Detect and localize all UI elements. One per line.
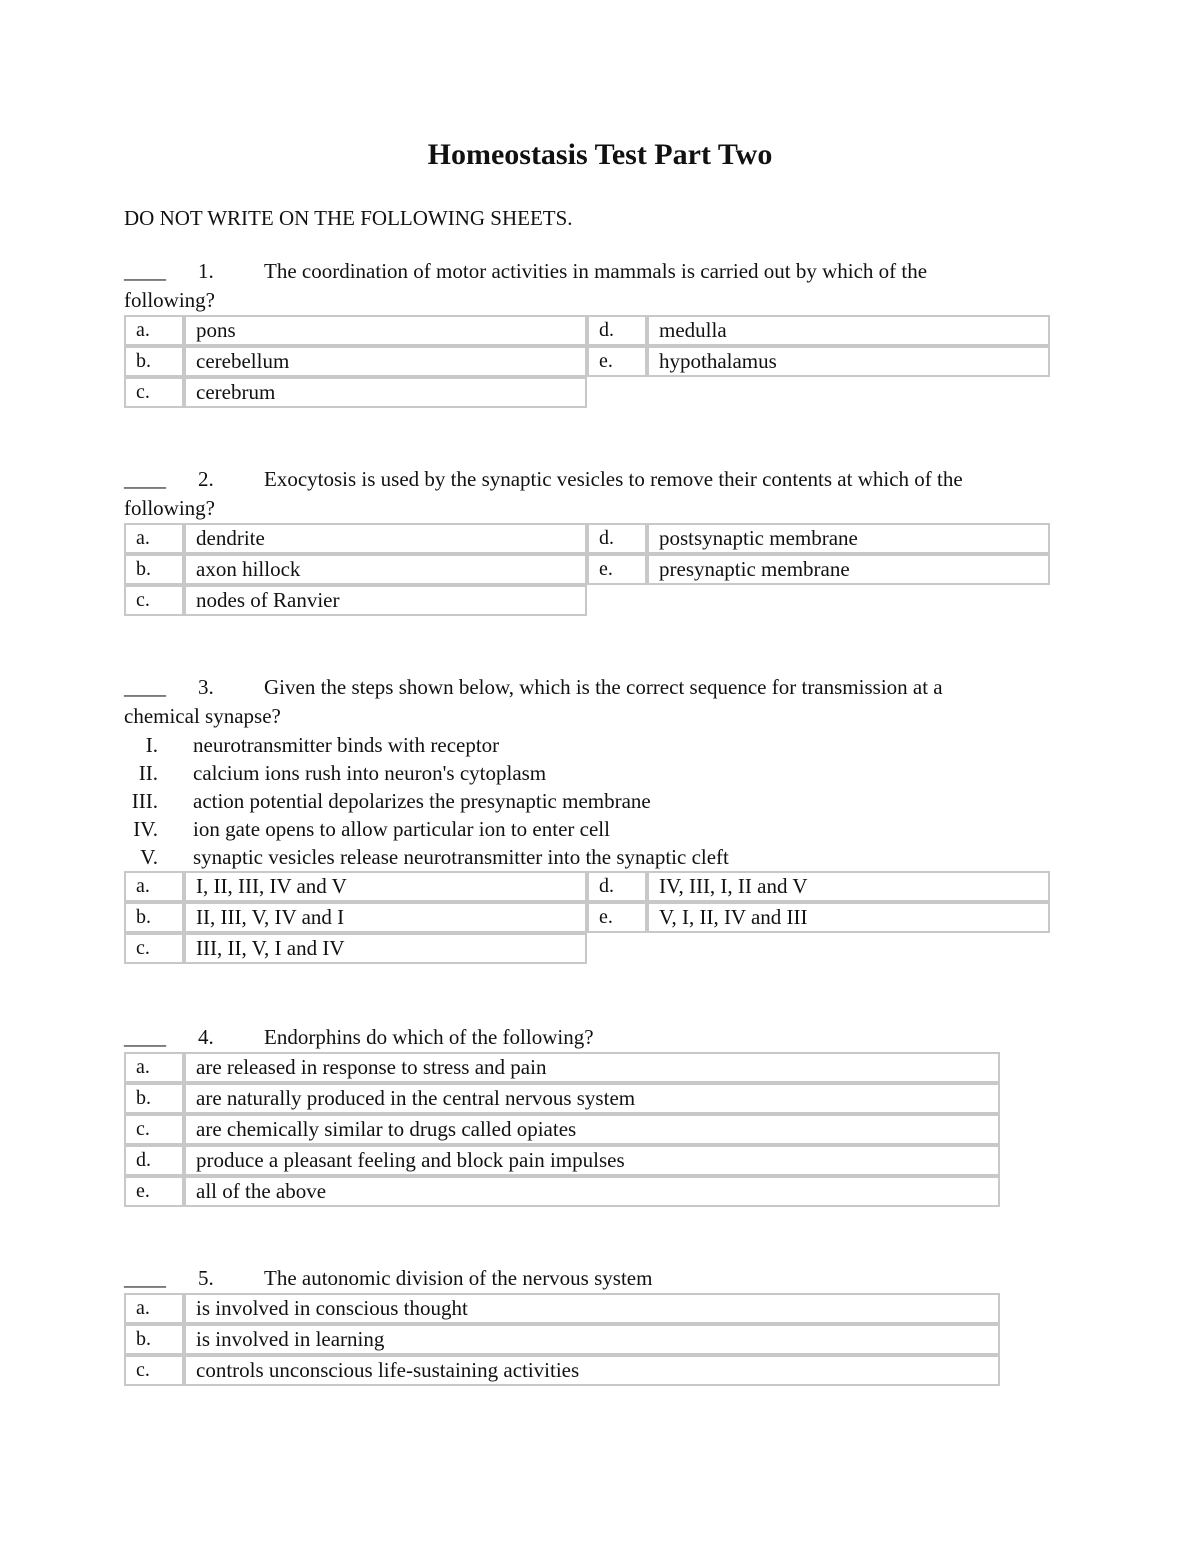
- options-row: [124, 933, 1050, 964]
- option-text: nodes of Ranvier: [184, 585, 587, 616]
- option-text: postsynaptic membrane: [647, 523, 1050, 554]
- options-row: [124, 585, 1050, 616]
- option-letter: e.: [587, 554, 647, 585]
- question-text-continued: following?: [124, 496, 215, 520]
- question-2: [124, 465, 1054, 616]
- option-text: all of the above: [184, 1176, 1000, 1207]
- option-text: III, II, V, I and IV: [184, 933, 587, 964]
- option-text: V, I, II, IV and III: [647, 902, 1050, 933]
- options-table: [124, 871, 1050, 964]
- option-letter: c.: [124, 377, 184, 408]
- question-1: [124, 257, 1054, 408]
- option-text: dendrite: [184, 523, 587, 554]
- option-text: produce a pleasant feeling and block pain impulses: [184, 1145, 1000, 1176]
- question-text-continued: chemical synapse?: [124, 704, 281, 728]
- answer-blank: ____: [124, 259, 166, 283]
- options-row: [124, 1083, 1000, 1114]
- options-row: [124, 871, 1050, 902]
- option-text: is involved in conscious thought: [184, 1293, 1000, 1324]
- step-text: calcium ions rush into neuron's cytoplasm: [193, 761, 547, 785]
- option-letter: b.: [124, 554, 184, 585]
- question-text: Endorphins do which of the following?: [264, 1025, 594, 1049]
- option-text: cerebellum: [184, 346, 587, 377]
- question-4: [124, 1023, 1054, 1207]
- list-item: [124, 787, 1054, 815]
- question-number: 3.: [198, 675, 214, 699]
- option-text: are naturally produced in the central nervous system: [184, 1083, 1000, 1114]
- option-letter: c.: [124, 1114, 184, 1145]
- option-letter: c.: [124, 933, 184, 964]
- question-text: Given the steps shown below, which is the correct sequence for transmission at a: [264, 675, 943, 699]
- options-row: [124, 1355, 1000, 1386]
- step-text: ion gate opens to allow particular ion to enter cell: [193, 817, 610, 841]
- list-item: [124, 815, 1054, 843]
- question-text-continued: following?: [124, 288, 215, 312]
- option-text: are chemically similar to drugs called opiates: [184, 1114, 1000, 1145]
- question-stem: [124, 257, 1054, 315]
- option-letter: a.: [124, 1293, 184, 1324]
- empty-cell: [587, 585, 1050, 616]
- question-stem: [124, 673, 1054, 731]
- step-numeral: II.: [138, 761, 158, 785]
- list-item: [124, 843, 1054, 871]
- step-text: action potential depolarizes the presynaptic membrane: [193, 789, 651, 813]
- option-letter: d.: [587, 315, 647, 346]
- question-text: Exocytosis is used by the synaptic vesicles to remove their contents at which of the: [264, 467, 963, 491]
- option-letter: d.: [587, 871, 647, 902]
- option-text: presynaptic membrane: [647, 554, 1050, 585]
- question-number: 4.: [198, 1025, 214, 1049]
- options-table: [124, 315, 1050, 408]
- options-table: [124, 1293, 1000, 1386]
- option-letter: a.: [124, 1052, 184, 1083]
- instruction-text: DO NOT WRITE ON THE FOLLOWING SHEETS.: [124, 206, 573, 230]
- step-numeral: I.: [145, 733, 158, 757]
- options-row: [124, 554, 1050, 585]
- step-text: neurotransmitter binds with receptor: [193, 733, 500, 757]
- answer-blank: ____: [124, 467, 166, 491]
- option-letter: d.: [587, 523, 647, 554]
- options-row: [124, 346, 1050, 377]
- steps-list: [124, 731, 1054, 871]
- option-letter: e.: [124, 1176, 184, 1207]
- option-letter: b.: [124, 1324, 184, 1355]
- option-text: axon hillock: [184, 554, 587, 585]
- option-letter: a.: [124, 315, 184, 346]
- step-numeral: V.: [140, 845, 158, 869]
- option-text: is involved in learning: [184, 1324, 1000, 1355]
- question-5: [124, 1264, 1054, 1386]
- question-stem: [124, 1023, 1054, 1052]
- option-letter: d.: [124, 1145, 184, 1176]
- step-numeral: III.: [131, 789, 158, 813]
- option-letter: c.: [124, 1355, 184, 1386]
- options-row: [124, 1293, 1000, 1324]
- question-text: The autonomic division of the nervous system: [264, 1266, 653, 1290]
- option-text: I, II, III, IV and V: [184, 871, 587, 902]
- question-stem: [124, 1264, 1054, 1293]
- question-number: 5.: [198, 1266, 214, 1290]
- step-numeral: IV.: [133, 817, 158, 841]
- options-row: [124, 1324, 1000, 1355]
- option-text: are released in response to stress and pain: [184, 1052, 1000, 1083]
- option-text: medulla: [647, 315, 1050, 346]
- option-letter: b.: [124, 1083, 184, 1114]
- option-text: pons: [184, 315, 587, 346]
- option-text: IV, III, I, II and V: [647, 871, 1050, 902]
- option-text: hypothalamus: [647, 346, 1050, 377]
- answer-blank: ____: [124, 675, 166, 699]
- step-text: synaptic vesicles release neurotransmitter into the synaptic cleft: [193, 845, 729, 869]
- options-row: [124, 902, 1050, 933]
- list-item: [124, 731, 1054, 759]
- question-number: 2.: [198, 467, 214, 491]
- option-letter: e.: [587, 902, 647, 933]
- options-row: [124, 1114, 1000, 1145]
- question-stem: [124, 465, 1054, 523]
- options-row: [124, 1145, 1000, 1176]
- option-letter: a.: [124, 523, 184, 554]
- answer-blank: ____: [124, 1266, 166, 1290]
- empty-cell: [587, 377, 1050, 408]
- options-table: [124, 523, 1050, 616]
- option-letter: b.: [124, 902, 184, 933]
- option-letter: e.: [587, 346, 647, 377]
- options-row: [124, 1052, 1000, 1083]
- option-text: controls unconscious life-sustaining activities: [184, 1355, 1000, 1386]
- question-3: [124, 673, 1054, 964]
- options-row: [124, 1176, 1000, 1207]
- option-letter: a.: [124, 871, 184, 902]
- option-text: cerebrum: [184, 377, 587, 408]
- question-number: 1.: [198, 259, 214, 283]
- question-text: The coordination of motor activities in mammals is carried out by which of the: [264, 259, 928, 283]
- option-text: II, III, V, IV and I: [184, 902, 587, 933]
- options-row: [124, 315, 1050, 346]
- page-title: Homeostasis Test Part Two: [427, 138, 773, 171]
- option-letter: c.: [124, 585, 184, 616]
- list-item: [124, 759, 1054, 787]
- option-letter: b.: [124, 346, 184, 377]
- options-row: [124, 523, 1050, 554]
- empty-cell: [587, 933, 1050, 964]
- options-table: [124, 1052, 1000, 1207]
- answer-blank: ____: [124, 1025, 166, 1049]
- options-row: [124, 377, 1050, 408]
